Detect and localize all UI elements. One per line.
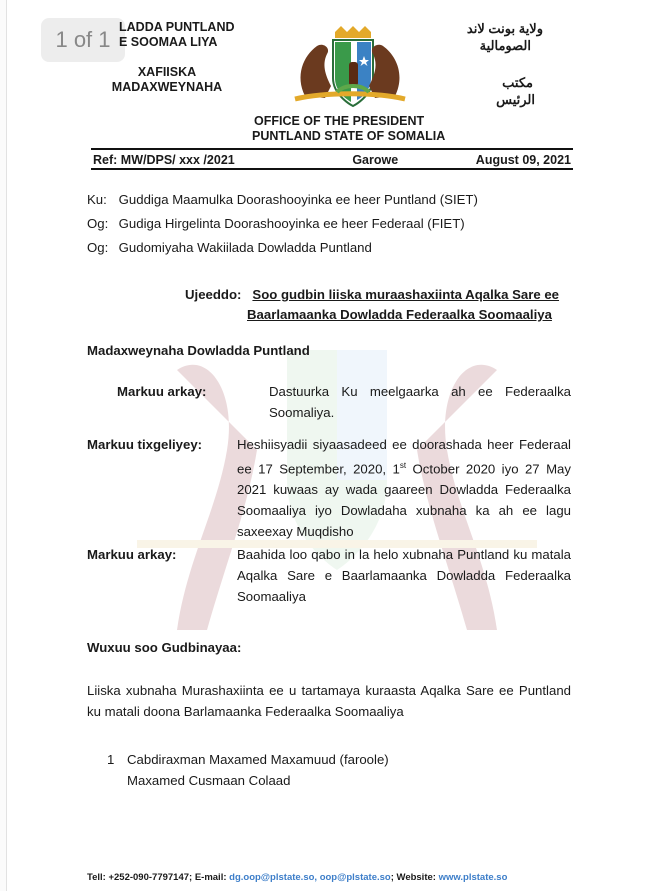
decision-heading: Wuxuu soo Gudbinayaa: (87, 640, 242, 655)
header-divider-bottom (91, 168, 573, 170)
puntland-crest-logo (275, 26, 425, 114)
letterhead-arabic-line3: مكتب (502, 75, 533, 90)
place: Garowe (352, 153, 399, 167)
email-link[interactable]: dg.oop@plstate.so, (229, 872, 318, 883)
letterhead-arabic-line4: الرئيس (496, 92, 535, 107)
letterhead-left-line4: MADAXWEYNAHA (111, 80, 223, 94)
website-link[interactable]: www.plstate.so (438, 872, 508, 883)
clause-label: Markuu arkay: (117, 384, 207, 399)
subject: Ujeeddo: Soo gudbin liiska muraashaxiinta Aqalka Sare ee Baarlamaanka Dowladda Federaalka Soomaaliya (185, 287, 560, 322)
clause-text: Heshiisyadii siyaasadeed ee doorashada heer Federaal ee 17 September, 2020, 1st October 2020 iyo 27 May 2021 kuwaas ay wada gaareen Dowladda Federaalka Soomaaliya iyo Dowladaha xubnaha ka ah ee lagu saxeexay Muqdisho (237, 437, 571, 540)
recipient-line: Og: Gudiga Hirgelinta Doorashooyinka ee heer Federaal (FIET) (87, 216, 465, 231)
letterhead-arabic-line1: ولاية بونت لاند (466, 21, 543, 36)
letterhead-left-line1: LADDA PUNTLAND (119, 20, 235, 34)
clause-text: Dastuurka Ku meelgaarka ah ee Federaalka Soomaliya. (269, 384, 571, 420)
reference-number: Ref: MW/DPS/ xxx /2021 (93, 153, 235, 167)
candidate-number: 1 (107, 752, 115, 767)
decision-text: Liiska xubnaha Murashaxiinta ee u tartamaya kuraasta Aqalka Sare ee Puntland ku matali doona Barlamaanka Federaalka Soomaaliya (87, 683, 571, 719)
email-link[interactable]: oop@plstate.so (319, 872, 391, 883)
footer-contact: Tell: +252-090-7797147; E-mail: dg.oop@plstate.so, oop@plstate.so; Website: www.plstate.so (87, 872, 508, 883)
letter-date: August 09, 2021 (475, 153, 571, 167)
office-line2: PUNTLAND STATE OF SOMALIA (252, 129, 446, 143)
recipient-line: Ku: Guddiga Maamulka Doorashooyinka ee heer Puntland (SIET) (87, 192, 478, 207)
letterhead-left-line3: XAFIISKA (137, 65, 197, 79)
header-divider-top (91, 148, 573, 150)
office-line1: OFFICE OF THE PRESIDENT (254, 114, 425, 128)
candidate-list-item: Cabdiraxman Maxamed Maxamuud (faroole) Maxamed Cusmaan Colaad (127, 752, 389, 788)
recipient-line: Og: Gudomiyaha Wakiilada Dowladda Puntland (87, 240, 372, 255)
page-indicator: 1 of 1 (41, 18, 125, 62)
clause-label: Markuu tixgeliyey: (87, 437, 203, 452)
document-page (6, 0, 650, 891)
clause-label: Markuu arkay: (87, 547, 177, 562)
letterhead-left-line2: E SOOMAA LIYA (119, 35, 218, 49)
clause-text: Baahida loo qabo in la helo xubnaha Puntland ku matala Aqalka Sare e Baarlamaanka Dowladda Federaalka Soomaaliya (237, 547, 571, 604)
letterhead-arabic-line2: الصومالية (479, 38, 531, 53)
issuer: Madaxweynaha Dowladda Puntland (87, 343, 310, 358)
